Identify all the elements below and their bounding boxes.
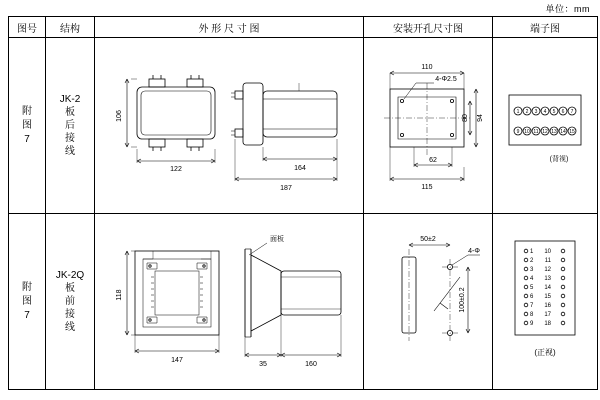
row1-term-b14: 14 [560,128,566,135]
row2-terminal-canvas [493,215,597,389]
row2-term-l1: 1 [530,248,534,255]
row1-terminal-view-label: (背视) [549,155,569,163]
row1-mounting-svg [364,39,492,213]
row1-term-t3: 3 [534,108,538,115]
row1-term-b13: 13 [551,128,557,135]
row1-mount-dim-62: 62 [429,156,437,164]
row1-structure-l1: 板 [65,107,75,118]
row2-terminal-view-label: (正视) [534,347,556,357]
row1-terminal-canvas [493,39,597,213]
row2-term-r14: 14 [544,284,551,291]
row2-figure-no-text: 附 图 7 [22,281,32,321]
row2-structure-l4: 线 [65,322,75,333]
row2-structure-l3: 接 [65,309,75,320]
row1-term-b15: 15 [569,128,575,135]
row1-mount-dim-110: 110 [421,63,433,71]
row1-terminal-svg [493,39,597,213]
table-row [9,214,598,390]
row2-term-r18: 18 [544,320,551,327]
row2-dim-160: 160 [305,360,317,368]
row1-structure-l4: 线 [65,146,75,157]
row1-dim-187: 187 [280,184,292,192]
row1-term-b9: 9 [516,128,520,135]
dimension-table [8,16,598,390]
header-structure: 结构 [46,17,95,38]
row2-term-r15: 15 [544,293,551,300]
row1-term-t4: 4 [543,108,547,115]
row1-terminal-drawing [493,38,598,214]
row1-outline-drawing [95,38,364,214]
row1-structure-l3: 接 [65,133,75,144]
row1-outline-svg [95,39,363,213]
row2-dim-147: 147 [171,356,183,364]
row1-mount-dim-115: 115 [421,183,433,191]
row1-structure-model: JK-2 [59,94,81,105]
row2-mount-dim-50: 50±2 [420,235,436,243]
row2-term-l3: 3 [530,266,534,273]
row2-term-r13: 13 [544,275,551,282]
row2-figure-no [9,214,46,390]
row2-term-l7: 7 [530,302,534,309]
row2-structure-l1: 板 [65,283,75,294]
row2-term-l5: 5 [530,284,534,291]
header-figure-no: 图号 [9,17,46,38]
row1-figure-no-text: 附 图 7 [22,105,32,145]
row2-term-r11: 11 [544,257,551,264]
row2-term-l8: 8 [530,311,534,318]
row2-term-r10: 10 [544,248,551,255]
row1-mounting-drawing [364,38,493,214]
row2-structure-l2: 前 [65,296,75,307]
row2-mounting-drawing [364,214,493,390]
row2-outline-drawing [95,214,364,390]
row2-term-r12: 12 [544,266,551,273]
row1-term-b11: 11 [533,128,539,135]
row2-term-l4: 4 [530,275,534,282]
row2-term-l2: 2 [530,257,534,264]
row2-term-l9: 9 [530,320,534,327]
row1-mount-dim-80: 80 [462,113,469,122]
row2-term-r16: 16 [544,302,551,309]
row1-term-t2: 2 [525,108,529,115]
row1-structure-l2: 后 [65,120,75,131]
row1-term-t7: 7 [570,108,574,115]
row2-mount-dim-hole: 4-Φ [468,247,480,255]
row2-terminal-drawing [493,214,598,390]
unit-note: 单位：mm [545,4,590,14]
row1-structure [46,38,95,214]
row1-dim-122: 122 [170,165,182,173]
row1-mount-dim-94: 94 [477,113,484,122]
header-terminal-diagram: 端子图 [493,17,598,38]
row2-structure [46,214,95,390]
row2-mounting-svg [364,215,492,389]
row1-mounting-canvas [364,39,492,213]
row2-outline-canvas [95,215,363,389]
row2-terminal-svg [493,215,597,389]
row1-term-t1: 1 [516,108,520,115]
row2-term-r17: 17 [544,311,551,318]
row2-note-panel: 面板 [270,235,284,243]
row2-outline-svg [95,215,363,389]
table-row [9,38,598,214]
row1-term-t5: 5 [552,108,556,115]
row1-dim-106: 106 [116,109,123,122]
row1-term-t6: 6 [561,108,565,115]
row2-mounting-canvas [364,215,492,389]
table-header-row [9,17,598,38]
row2-dim-35: 35 [259,360,267,368]
row2-structure-model: JK-2Q [55,270,85,281]
row1-dim-164: 164 [294,164,306,172]
row1-term-b10: 10 [524,128,530,135]
row1-mount-dim-hole: 4-Φ2.5 [435,75,457,83]
row2-mount-dim-100: 100±0.2 [459,286,466,313]
row2-dim-118: 118 [116,288,123,301]
row1-outline-canvas [95,39,363,213]
header-outline-dimension: 外 形 尺 寸 图 [95,17,364,38]
header-mounting-cutout: 安装开孔尺寸图 [364,17,493,38]
row2-term-l6: 6 [530,293,534,300]
row1-figure-no [9,38,46,214]
row1-term-b12: 12 [542,128,548,135]
